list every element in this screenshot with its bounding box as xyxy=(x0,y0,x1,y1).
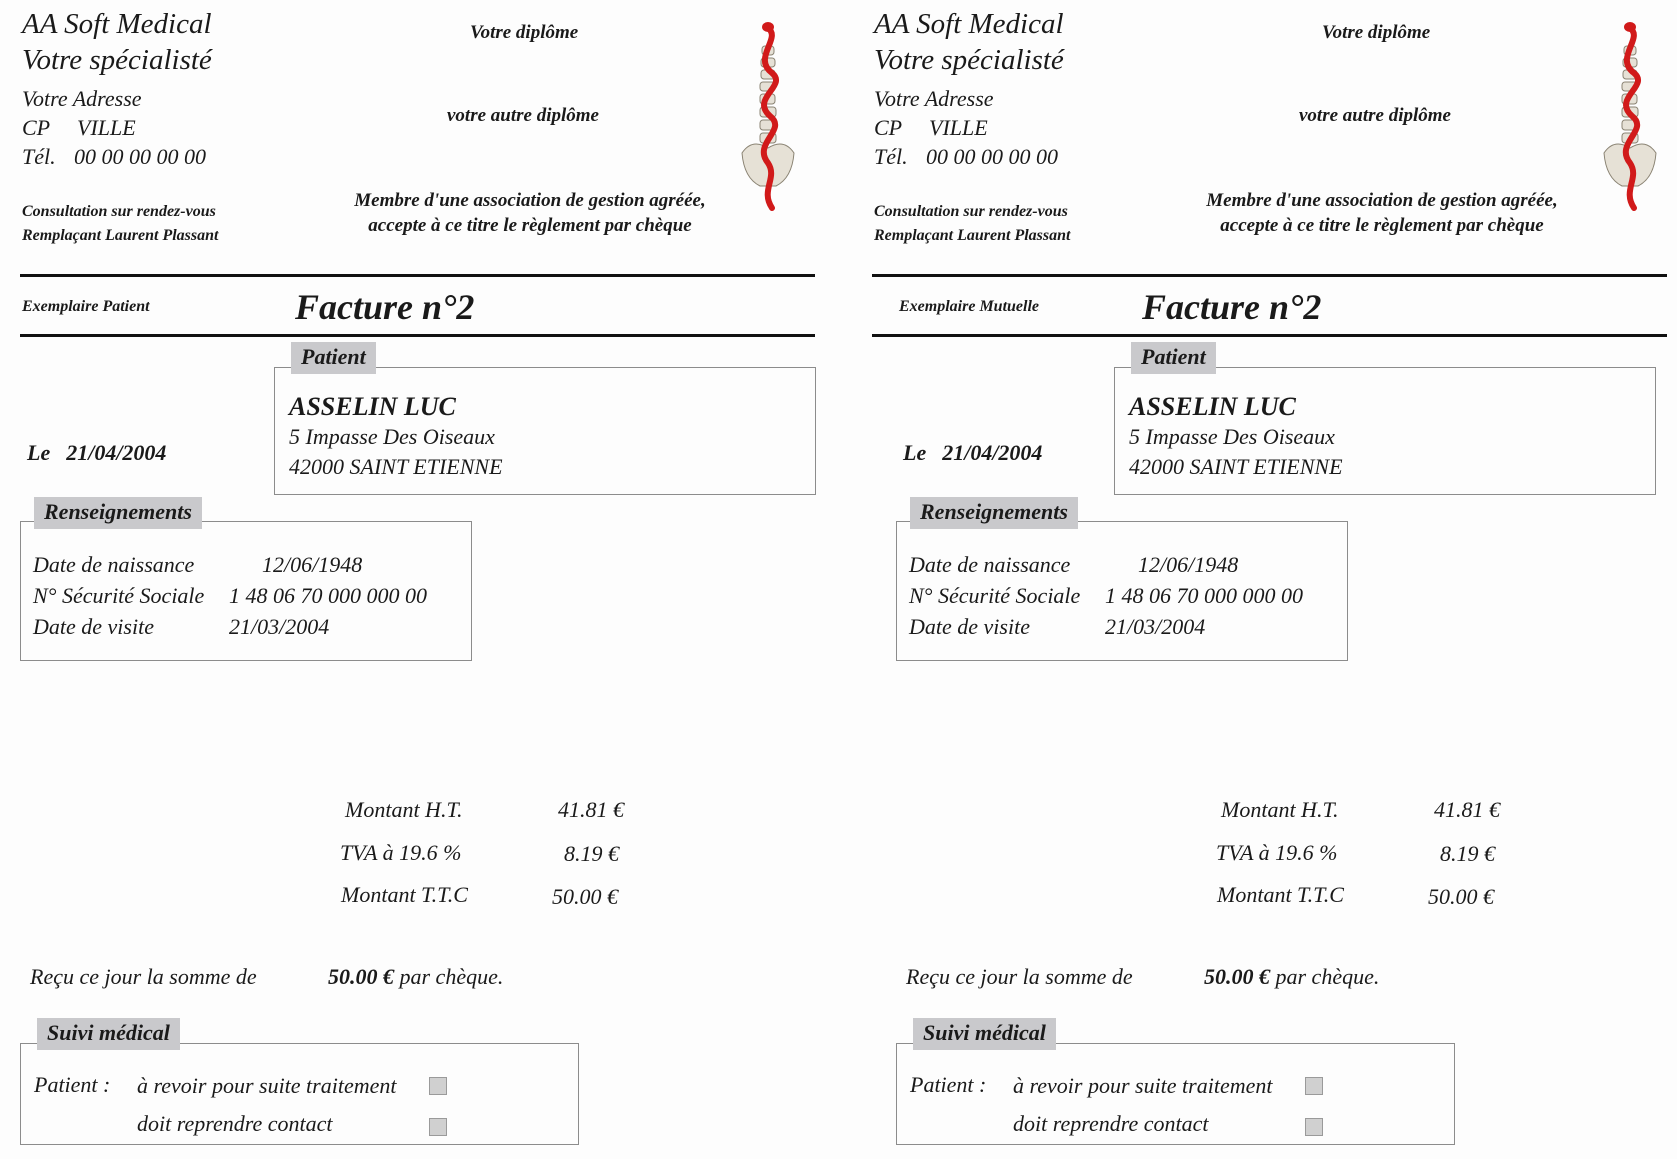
cp-ville-line xyxy=(22,113,206,142)
company-header xyxy=(874,6,1064,78)
address-line: Votre Adresse xyxy=(22,86,142,111)
visit-date-label: Date de visite xyxy=(909,614,1030,639)
diplome-1: Votre diplôme xyxy=(1322,22,1431,43)
company-name: AA Soft Medical xyxy=(22,8,212,40)
birthdate-label: Date de naissance xyxy=(909,552,1071,577)
contact-checkbox[interactable] xyxy=(429,1118,447,1136)
caduceus-spine-icon xyxy=(732,18,804,218)
company-address xyxy=(874,84,1058,171)
secu-label: N° Sécurité Sociale xyxy=(33,583,205,608)
remplacant-text: Remplaçant Laurent Plassant xyxy=(874,227,1071,244)
header-divider xyxy=(872,274,1667,277)
cp-ville-line xyxy=(874,113,1058,142)
title-divider xyxy=(872,334,1667,337)
patient-city: 42000 SAINT ETIENNE xyxy=(1129,454,1343,479)
tel-label: Tél. xyxy=(874,144,908,169)
date-value: 21/04/2004 xyxy=(66,440,167,465)
company-specialty: Votre spécialisté xyxy=(22,44,212,76)
received-amount xyxy=(1204,964,1379,990)
tva-value: 8.19 € xyxy=(1440,841,1495,866)
company-address xyxy=(22,84,206,171)
received-label: Reçu ce jour la somme de xyxy=(906,964,1133,989)
received-value: 50.00 € xyxy=(328,964,394,989)
amount-ht-label: Montant H.T. xyxy=(345,797,463,822)
amount-ht-value: 41.81 € xyxy=(1434,797,1500,822)
caduceus-spine-icon xyxy=(1594,18,1666,218)
amount-ttc-value: 50.00 € xyxy=(552,884,618,909)
received-amount xyxy=(328,964,503,990)
remplacant-text: Remplaçant Laurent Plassant xyxy=(22,227,219,244)
invoice-copy-mutuelle xyxy=(852,0,1677,1159)
visit-date-value: 21/03/2004 xyxy=(229,614,330,639)
amount-ht-value: 41.81 € xyxy=(558,797,624,822)
company-name: AA Soft Medical xyxy=(874,8,1064,40)
suivi-option-revoir: à revoir pour suite traitement xyxy=(137,1073,397,1098)
received-label: Reçu ce jour la somme de xyxy=(30,964,257,989)
revoir-checkbox[interactable] xyxy=(1305,1077,1323,1095)
invoice-copy-patient xyxy=(0,0,830,1159)
received-method: par chèque. xyxy=(1275,964,1380,989)
consultation-text: Consultation sur rendez-vous xyxy=(874,203,1068,220)
tel-label: Tél. xyxy=(22,144,56,169)
diplome-2: votre autre diplôme xyxy=(447,105,599,126)
invoice-date xyxy=(27,440,166,466)
consultation-text: Consultation sur rendez-vous xyxy=(22,203,216,220)
secu-value: 1 48 06 70 000 000 00 xyxy=(229,583,427,608)
renseignements-section-tab: Renseignements xyxy=(34,497,202,529)
secu-label: N° Sécurité Sociale xyxy=(909,583,1081,608)
association-notice: Membre d'une association de gestion agréée, accepte à ce titre le règlement par chèque xyxy=(1206,190,1558,236)
amount-ttc-label: Montant T.T.C xyxy=(1217,882,1344,907)
patient-name: ASSELIN LUC xyxy=(1129,392,1296,421)
address-line: Votre Adresse xyxy=(874,86,994,111)
received-method: par chèque. xyxy=(399,964,504,989)
tel-value: 00 00 00 00 00 xyxy=(926,144,1058,169)
invoice-date xyxy=(903,440,1042,466)
cp-label: CP xyxy=(874,115,903,140)
secu-value: 1 48 06 70 000 000 00 xyxy=(1105,583,1303,608)
contact-checkbox[interactable] xyxy=(1305,1118,1323,1136)
suivi-section-tab: Suivi médical xyxy=(37,1018,180,1050)
amount-ht-label: Montant H.T. xyxy=(1221,797,1339,822)
exemplaire-label: Exemplaire Mutuelle xyxy=(899,298,1039,315)
association-notice: Membre d'une association de gestion agréée, accepte à ce titre le règlement par chèque xyxy=(354,190,706,236)
patient-section-tab: Patient xyxy=(1131,342,1216,374)
suivi-option-contact: doit reprendre contact xyxy=(137,1111,333,1136)
tva-label: TVA à 19.6 % xyxy=(340,840,462,865)
ville-label: VILLE xyxy=(77,115,136,140)
suivi-option-revoir: à revoir pour suite traitement xyxy=(1013,1073,1273,1098)
invoice-title: Facture n°2 xyxy=(295,287,475,327)
visit-date-label: Date de visite xyxy=(33,614,154,639)
date-value: 21/04/2004 xyxy=(942,440,1043,465)
company-specialty: Votre spécialisté xyxy=(874,44,1064,76)
diplome-2: votre autre diplôme xyxy=(1299,105,1451,126)
renseignements-section-tab: Renseignements xyxy=(910,497,1078,529)
patient-name: ASSELIN LUC xyxy=(289,392,456,421)
birthdate-value: 12/06/1948 xyxy=(262,552,363,577)
tel-value: 00 00 00 00 00 xyxy=(74,144,206,169)
suivi-patient-label: Patient : xyxy=(910,1072,987,1097)
consultation-info xyxy=(874,200,1070,248)
date-label: Le xyxy=(27,440,51,465)
birthdate-label: Date de naissance xyxy=(33,552,195,577)
ville-label: VILLE xyxy=(929,115,988,140)
tva-value: 8.19 € xyxy=(564,841,619,866)
tel-line xyxy=(22,142,206,171)
suivi-section-tab: Suivi médical xyxy=(913,1018,1056,1050)
patient-street: 5 Impasse Des Oiseaux xyxy=(289,424,495,449)
tel-line xyxy=(874,142,1058,171)
revoir-checkbox[interactable] xyxy=(429,1077,447,1095)
diplome-1: Votre diplôme xyxy=(470,22,579,43)
suivi-patient-label: Patient : xyxy=(34,1072,111,1097)
tva-label: TVA à 19.6 % xyxy=(1216,840,1338,865)
consultation-info xyxy=(22,200,218,248)
visit-date-value: 21/03/2004 xyxy=(1105,614,1206,639)
received-value: 50.00 € xyxy=(1204,964,1270,989)
amount-ttc-label: Montant T.T.C xyxy=(341,882,468,907)
header-divider xyxy=(20,274,815,277)
title-divider xyxy=(20,334,815,337)
amount-ttc-value: 50.00 € xyxy=(1428,884,1494,909)
cp-label: CP xyxy=(22,115,51,140)
patient-section-tab: Patient xyxy=(291,342,376,374)
patient-street: 5 Impasse Des Oiseaux xyxy=(1129,424,1335,449)
invoice-title: Facture n°2 xyxy=(1142,287,1322,327)
patient-city: 42000 SAINT ETIENNE xyxy=(289,454,503,479)
exemplaire-label: Exemplaire Patient xyxy=(22,298,150,315)
suivi-option-contact: doit reprendre contact xyxy=(1013,1111,1209,1136)
date-label: Le xyxy=(903,440,927,465)
company-header xyxy=(22,6,212,78)
birthdate-value: 12/06/1948 xyxy=(1138,552,1239,577)
